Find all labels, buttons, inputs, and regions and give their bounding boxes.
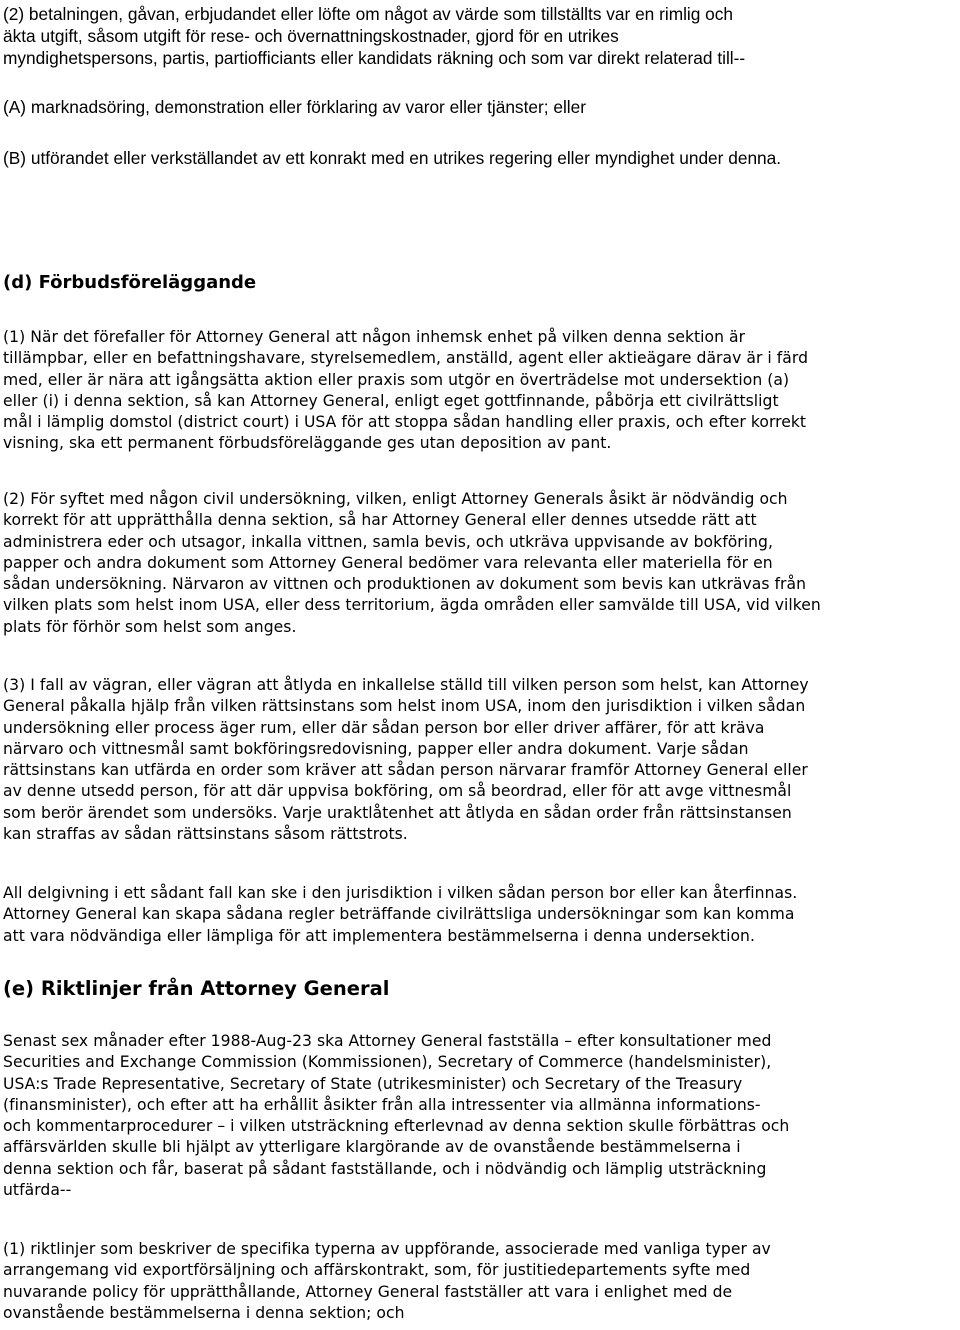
- text-line: Senast sex månader efter 1988-Aug-23 ska Attorney General fastställa – efter konsultationer med: [3, 1032, 772, 1050]
- text-line: sådan undersökning. Närvaron av vittnen och produktionen av dokument som bevis kan utkrävas från: [3, 575, 807, 594]
- text-line: eller (i) i denna sektion, så kan Attorney General, enligt eget gottfinnande, påbörja ett civilrättsligt: [3, 391, 779, 410]
- text-line: (finansminister), och efter att ha erhållit åsikter från alla intressenter via allmänna informations-: [3, 1095, 761, 1114]
- text-line: (1) riktlinjer som beskriver de specifika typerna av uppförande, associerade med vanliga typer av: [3, 1240, 771, 1258]
- text-line: myndighetspersons, partis, partiofficiants eller kandidats räkning och som var direkt relaterad till--: [3, 48, 746, 68]
- text-line: tillämpbar, eller en befattningshavare, styrelsemedlem, anställd, agent eller aktieägare därav är i färd: [3, 349, 809, 368]
- text-line: denna sektion och får, baserat på sådant fastställande, och i nödvändig och lämplig utsträckning: [3, 1159, 767, 1178]
- section-d-paragraph-2: [3, 489, 821, 638]
- text-line: med, eller är nära att igångsätta aktion eller praxis som utgör en överträdelse mot undersektion (a): [3, 370, 790, 389]
- text-line: plats för förhör som helst som anges.: [3, 617, 297, 636]
- text-line: papper och andra dokument som Attorney General bedömer vara relevanta eller materiella för en: [3, 553, 773, 572]
- text-line: (3) I fall av vägran, eller vägran att åtlyda en inkallelse ställd till vilken person som helst, kan Attorney: [3, 676, 809, 694]
- text-line: administrera eder och utsagor, inkalla vittnen, samla bevis, och utkräva uppvisande av bokföring,: [3, 532, 773, 551]
- text-line: som berör ärendet som undersöks. Varje uraktlåtenhet att åtlyda en sådan order från rättsinstansen: [3, 803, 792, 822]
- text-line: undersökning eller process äger rum, eller där sådan person bor eller driver affärer, för att kräva: [3, 718, 765, 737]
- section-e-heading: (e) Riktlinjer från Attorney General: [3, 977, 390, 1000]
- text-line: All delgivning i ett sådant fall kan ske i den jurisdiktion i vilken sådan person bor eller kan återfinnas.: [3, 884, 798, 902]
- text-line: arrangemang vid exportförsäljning och affärskontrakt, som, för justitiedepartements syfte med: [3, 1261, 751, 1280]
- text-line: utfärda--: [3, 1181, 72, 1200]
- text-line: Securities and Exchange Commission (Kommissionen), Secretary of Commerce (handelsminister),: [3, 1053, 772, 1072]
- text-line: (B) utförandet eller verkställandet av ett konrakt med en utrikes regering eller myndighet under denna.: [3, 148, 782, 168]
- text-line: Attorney General kan skapa sådana regler beträffande civilrättsliga undersökningar som kan komma: [3, 905, 795, 924]
- text-line: vilken plats som helst inom USA, eller dess territorium, ägda områden eller samvälde till USA, vid vilken: [3, 596, 821, 615]
- text-line: äkta utgift, såsom utgift för rese- och övernattningskostnader, gjord för en utrikes: [3, 26, 619, 46]
- section-d-paragraph-3: [3, 675, 809, 845]
- intro-paragraph-2: [3, 3, 745, 69]
- text-line: (A) marknadsöring, demonstration eller förklaring av varor eller tjänster; eller: [3, 97, 586, 117]
- text-line: närvaro och vittnesmål samt bokföringsredovisning, papper eller andra dokument. Varje sådan: [3, 739, 749, 758]
- intro-item-a: [3, 96, 586, 118]
- section-e-paragraph-2: [3, 1239, 771, 1324]
- text-line: att vara nödvändiga eller lämpliga för att implementera bestämmelserna i denna undersektion.: [3, 926, 755, 945]
- text-line: korrekt för att upprätthålla denna sektion, så har Attorney General eller dennes utsedde rätt att: [3, 511, 757, 530]
- text-line: ovanstående bestämmelserna i denna sektion; och: [3, 1303, 405, 1322]
- text-line: affärsvärlden skulle bli hjälpt av ytterligare klargörande av de ovanstående bestämmelserna i: [3, 1138, 741, 1157]
- section-d-paragraph-4: [3, 883, 797, 947]
- text-line: (2) För syftet med någon civil undersökning, vilken, enligt Attorney Generals åsikt är nödvändig och: [3, 490, 788, 508]
- text-line: USA:s Trade Representative, Secretary of State (utrikesminister) och Secretary of the Treasury: [3, 1074, 743, 1093]
- text-line: rättsinstans kan utfärda en order som kräver att sådan person närvarar framför Attorney General eller: [3, 761, 808, 780]
- text-line: kan straffas av sådan rättsinstans såsom rättstrots.: [3, 825, 408, 844]
- text-line: och kommentarprocedurer – i vilken utsträckning efterlevnad av denna sektion skulle förbättras och: [3, 1117, 790, 1136]
- section-d-paragraph-1: [3, 327, 808, 455]
- text-line: (2) betalningen, gåvan, erbjudandet eller löfte om något av värde som tillställts var en rimlig och: [3, 4, 734, 24]
- text-line: (1) När det förefaller för Attorney General att någon inhemsk enhet på vilken denna sektion är: [3, 328, 746, 346]
- text-line: av denne utsedd person, för att där uppvisa bokföring, om så beordrad, eller för att avge vittnesmål: [3, 782, 792, 801]
- section-d-heading: (d) Förbudsföreläggande: [3, 272, 257, 293]
- text-line: General påkalla hjälp från vilken rättsinstans som helst inom USA, inom den jurisdiktion i vilken sådan: [3, 697, 806, 716]
- text-line: nuvarande policy för upprätthållande, Attorney General fastställer att vara i enlighet med de: [3, 1282, 733, 1301]
- intro-item-b: [3, 147, 781, 169]
- text-line: visning, ska ett permanent förbudsföreläggande ges utan deposition av pant.: [3, 434, 612, 453]
- text-line: mål i lämplig domstol (district court) i USA för att stoppa sådan handling eller praxis, och efter korrekt: [3, 413, 807, 432]
- section-e-paragraph-1: [3, 1031, 789, 1201]
